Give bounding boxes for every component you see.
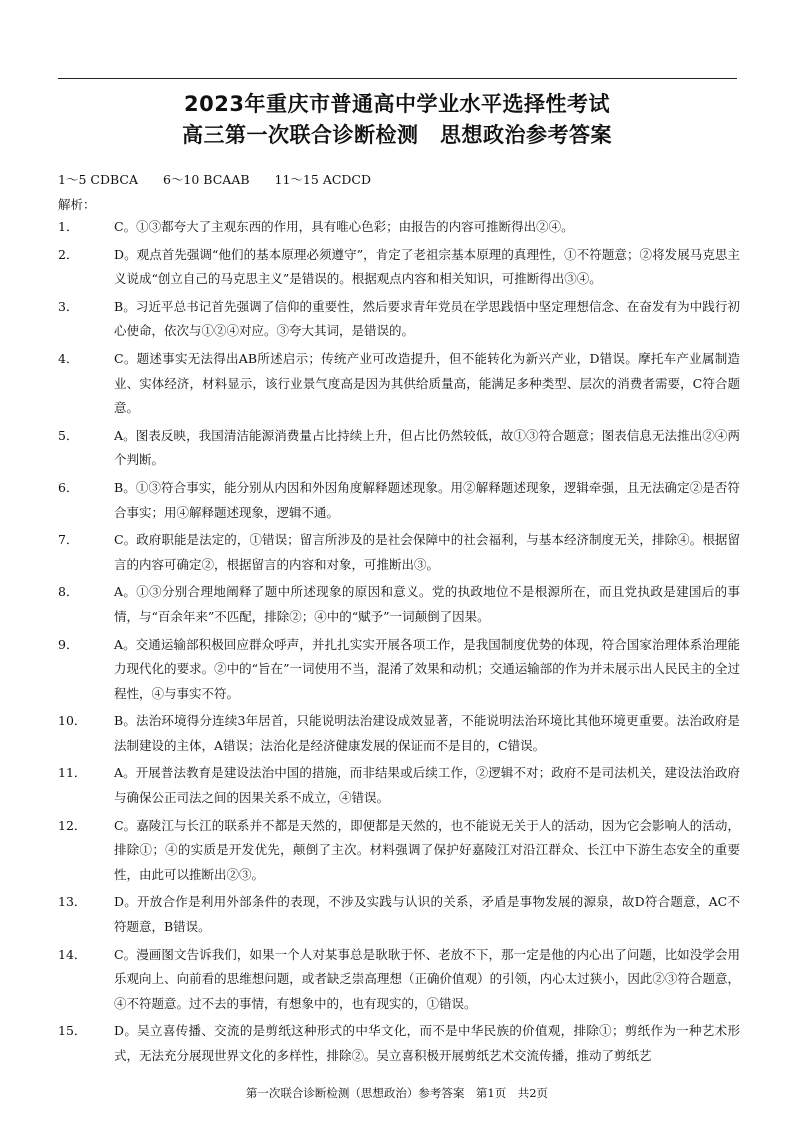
item-text: C。题述事实无法得出AB所述启示；传统产业可改造提升，但不能转化为新兴产业，D错误。摩托车产业属制造业、实体经济，材料显示，该行业景气度高是因为其供给质量高，能满足多种类型、层次的消费者需要，C符合题意。: [114, 350, 740, 416]
analysis-item-6: [58, 476, 740, 525]
item-text: B。法治环境得分连续3年居首，只能说明法治建设成效显著，不能说明法治环境比其他环境更重要。法治政府是法制建设的主体，A错误；法治化是经济健康发展的保证而不是目的，C错误。: [114, 713, 740, 753]
item-text: A。图表反映，我国清洁能源消费量占比持续上升，但占比仍然较低，故①③符合题意；图表信息无法推出②④两个判断。: [114, 427, 740, 468]
item-text: D。吴立喜传播、交流的是剪纸这种形式的中华文化，而不是中华民族的价值观，排除①；剪纸作为一种艺术形式，无法充分展现世界文化的多样性，排除②。吴立喜积极开展剪纸艺术交流传播，推动了剪纸艺: [114, 1023, 740, 1063]
item-text: A。开展普法教育是建设法治中国的措施，而非结果或后续工作，②逻辑不对；政府不是司法机关，建设法治政府与确保公正司法之间的因果关系不成立，④错误。: [114, 765, 740, 806]
item-number: 6．: [58, 479, 79, 495]
item-number: 5．: [58, 427, 79, 443]
item-text: A。①③分别合理地阐释了题中所述现象的原因和意义。党的执政地位不是根源所在，而且党执政是建国后的事情，与“百余年来”不匹配，排除②；④中的“赋予”一词颠倒了因果。: [114, 584, 740, 624]
analysis-item-3: [58, 295, 740, 344]
item-text: C。嘉陵江与长江的联系并不都是天然的，即便都是天然的，也不能说无关于人的活动，因为它会影响人的活动，排除①；④的实质是开发优先，颠倒了主次。材料强调了保护好嘉陵江对沿江群众、长江中下游生态安全的重要性，由此可以推断出②③。: [114, 817, 740, 882]
analysis-item-8: [58, 580, 740, 629]
analysis-item-4: [58, 347, 740, 421]
item-number: 12．: [58, 817, 87, 833]
item-text: C。①③都夸大了主观东西的作用，具有唯心色彩；由报告的内容可推断得出②④。: [114, 219, 574, 234]
item-number: 14．: [58, 946, 87, 962]
item-text: A。交通运输部积极回应群众呼声，并扎扎实实开展各项工作，是我国制度优势的体现，符合国家治理体系治理能力现代化的要求。②中的“旨在”一词使用不当，混淆了效果和动机；交通运输部的作为并未展示出人民民主的全过程性，④与事实不符。: [114, 636, 740, 701]
item-text: C。漫画图文告诉我们，如果一个人对某事总是耿耿于怀、老放不下，那一定是他的内心出了问题，比如没学会用乐观向上、向前看的思维想问题，或者缺乏崇高理想（正确价值观）的引领，内心太过狭小，因此②③符合题意，④不符题意。过不去的事情，有想象中的，也有现实的，①错误。: [114, 946, 740, 1011]
answer-keys: 1～5 CDBCA 6～10 BCAAB 11～15 ACDCD: [58, 172, 372, 187]
item-number: 8．: [58, 584, 79, 600]
item-number: 13．: [58, 894, 87, 910]
item-text: C。政府职能是法定的，①错误；留言所涉及的是社会保障中的社会福利，与基本经济制度无关，排除④。根据留言的内容可确定②，根据留言的内容和对象，可推断出③。: [114, 532, 740, 572]
item-number: 9．: [58, 636, 79, 652]
analysis-item-11: [58, 761, 740, 810]
analysis-item-2: [58, 243, 740, 292]
analysis-item-7: [58, 528, 740, 577]
item-number: 1．: [58, 219, 79, 234]
analysis-item-10: [58, 709, 740, 758]
item-number: 15．: [58, 1023, 87, 1039]
analysis-item-5: [58, 424, 740, 473]
item-number: 4．: [58, 350, 79, 366]
page-footer: 第一次联合诊断检测（思想政治）参考答案 第1页 共2页: [245, 1086, 549, 1100]
item-text: D。开放合作是利用外部条件的表现，不涉及实践与认识的关系，矛盾是事物发展的源泉，故D符合题意，AC不符题意，B错误。: [114, 894, 740, 935]
analysis-item-9: [58, 633, 740, 707]
top-rule: [58, 78, 737, 79]
item-number: 7．: [58, 532, 79, 548]
exam-title: 2023年重庆市普通高中学业水平选择性考试: [184, 92, 610, 116]
analysis-item-14: [58, 943, 740, 1017]
item-text: D。观点首先强调“他们的基本原理必须遵守”，肯定了老祖宗基本原理的真理性，①不符题意；②将发展马克思主义说成“创立自己的马克思主义”是错误的。根据观点内容和相关知识，可推断得出③④。: [114, 246, 740, 287]
analysis-item-13: [58, 890, 740, 939]
analysis-item-15: [58, 1019, 740, 1068]
item-text: B。①③符合事实，能分别从内因和外因角度解释题述现象。用②解释题述现象，逻辑牵强，且无法确定②是否符合事实；用④解释题述现象，逻辑不通。: [114, 479, 740, 520]
item-number: 3．: [58, 298, 79, 314]
item-text: B。习近平总书记首先强调了信仰的重要性，然后要求青年党员在学思践悟中坚定理想信念、在奋发有为中践行初心使命，依次与①②④对应。③夸大其词，是错误的。: [114, 298, 740, 339]
document-subtitle: 高三第一次联合诊断检测 思想政治参考答案: [182, 123, 612, 147]
item-number: 2．: [58, 246, 79, 262]
item-number: 11．: [58, 765, 87, 781]
item-number: 10．: [58, 713, 87, 729]
analysis-label: 解析：: [58, 197, 96, 212]
analysis-item-1: [58, 215, 740, 240]
analysis-item-12: [58, 814, 740, 888]
analysis-list: [58, 215, 740, 1072]
